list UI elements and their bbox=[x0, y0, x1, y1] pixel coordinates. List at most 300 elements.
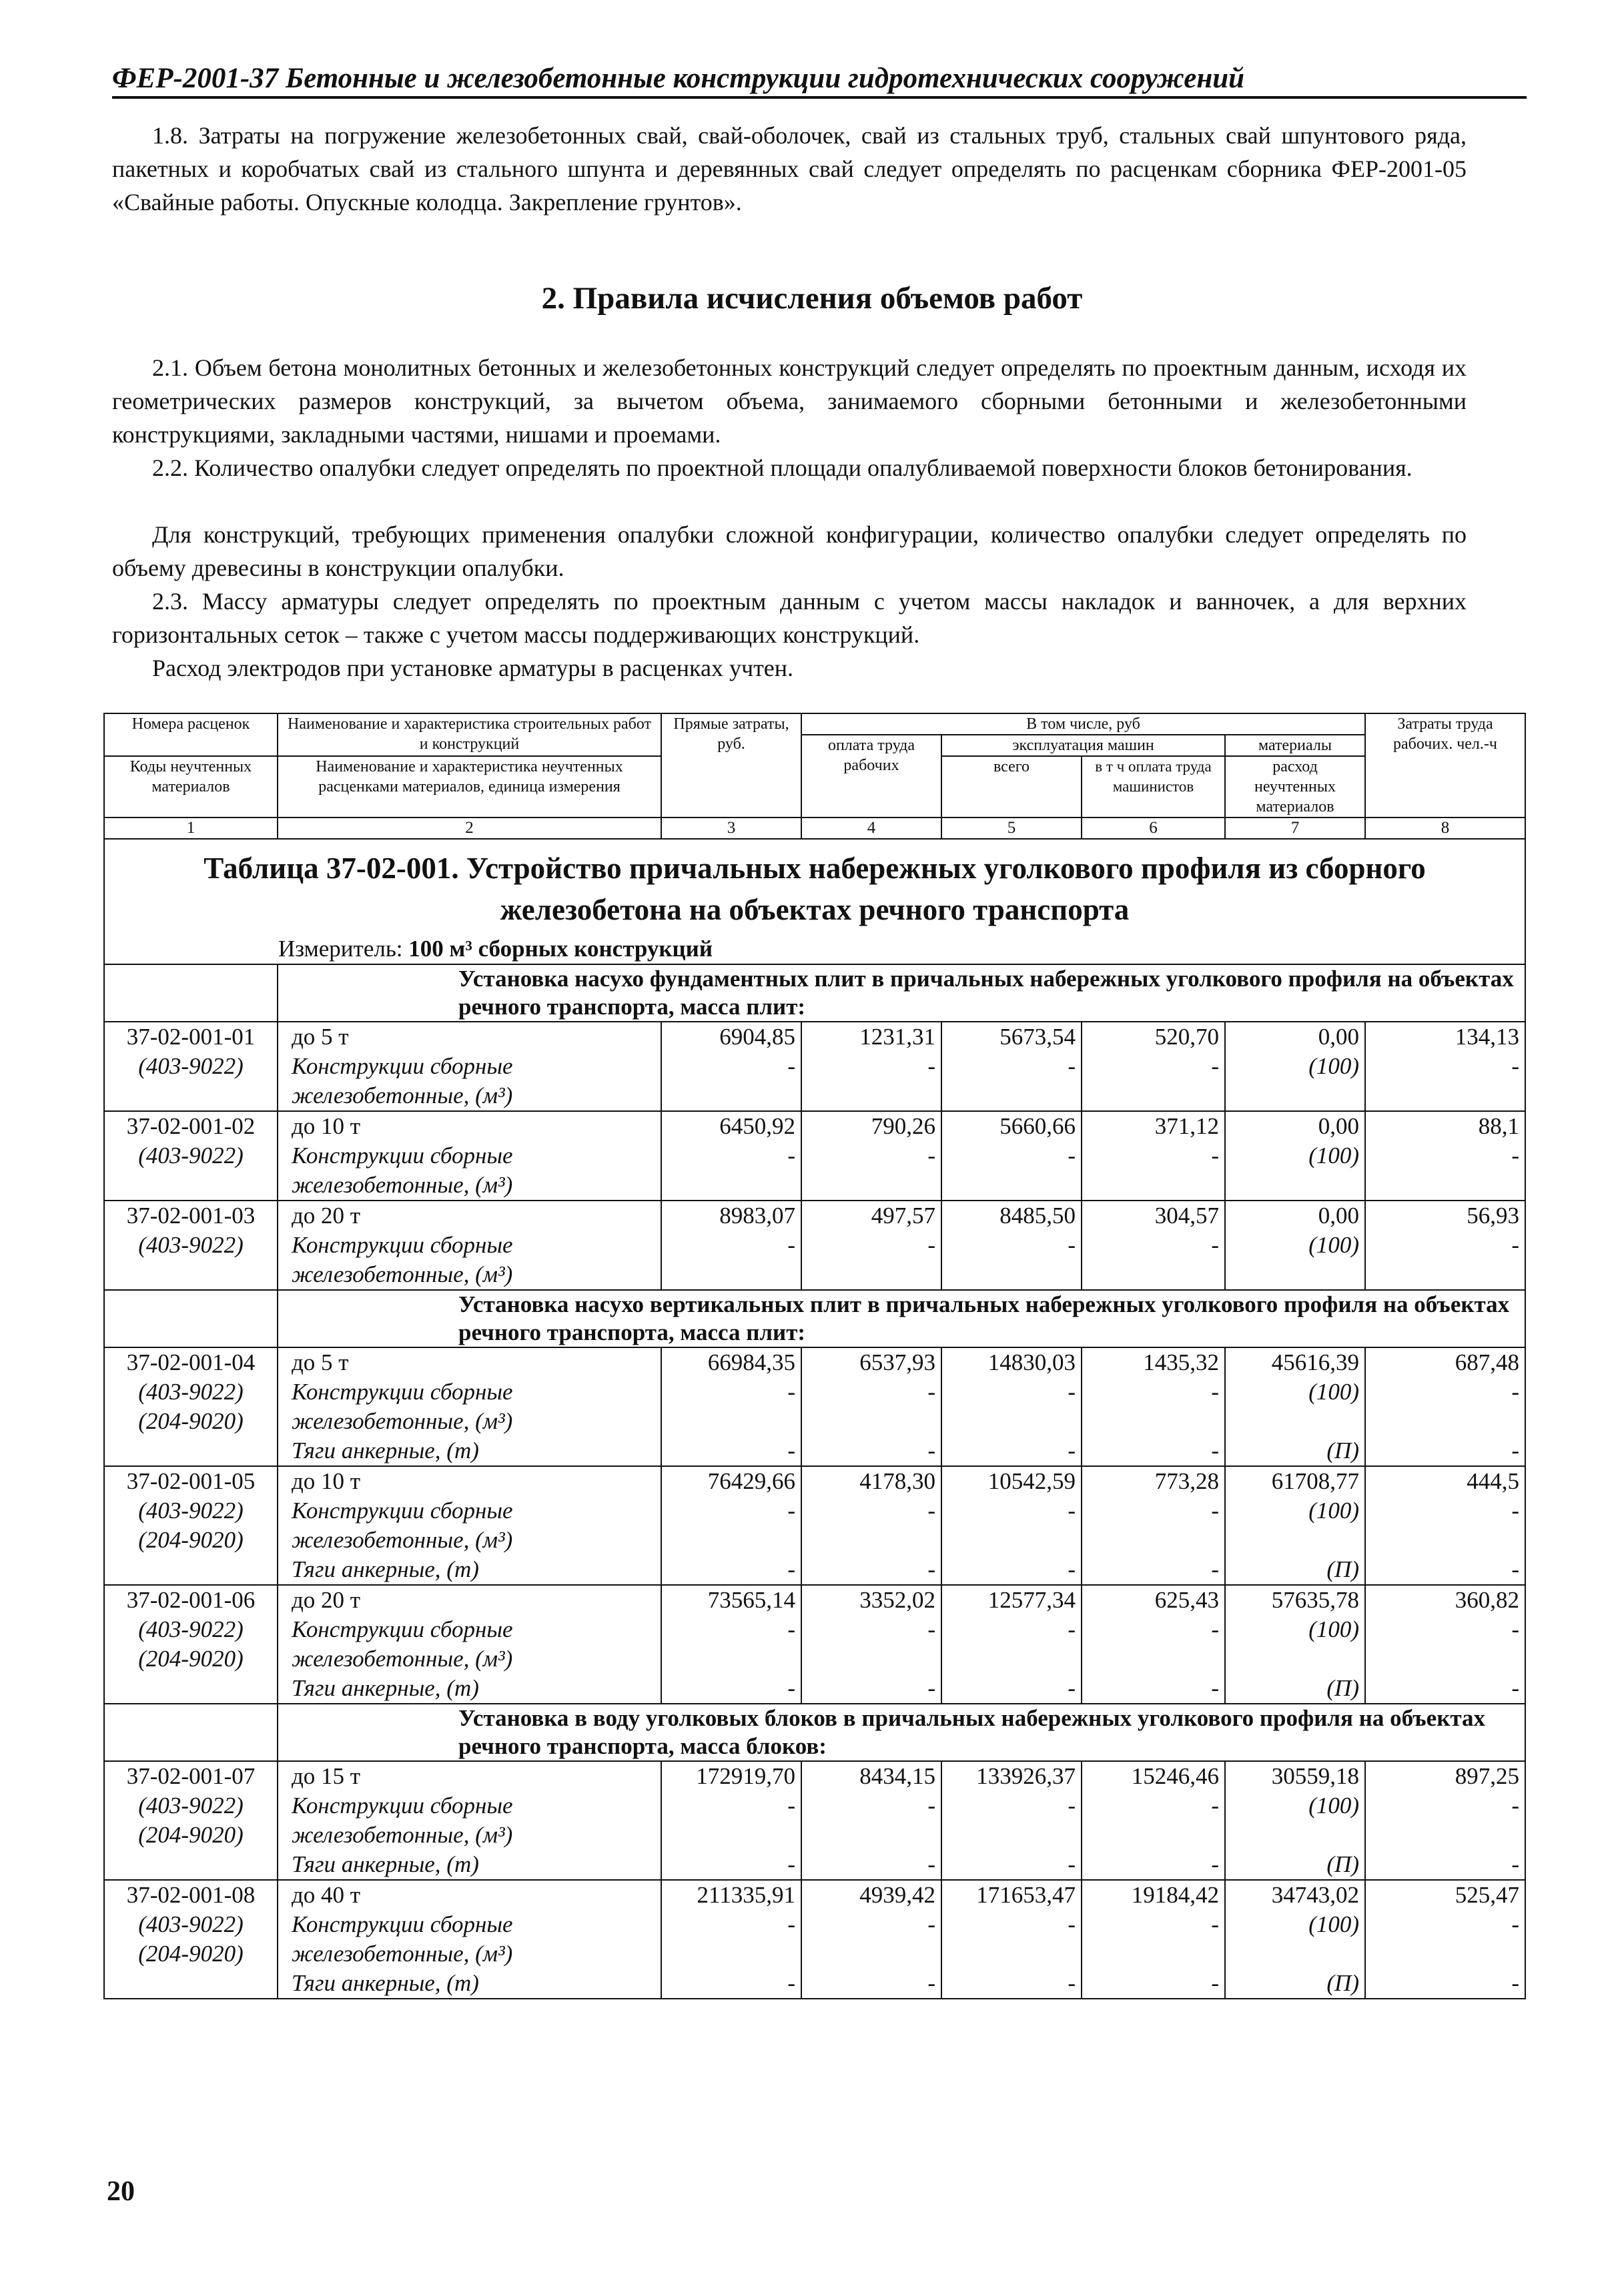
material-code: (403-9022) bbox=[138, 1142, 244, 1169]
materials-cost-cell bbox=[1225, 1111, 1365, 1201]
labor-pay-cell bbox=[801, 1466, 941, 1585]
machinist-pay-cell bbox=[1082, 1880, 1225, 1999]
labor-pay-material-value: - bbox=[927, 1970, 935, 1996]
work-name: до 15 т bbox=[292, 1763, 361, 1789]
machinist-pay: 625,43 bbox=[1154, 1587, 1219, 1613]
direct-costs: 73565,14 bbox=[707, 1587, 795, 1613]
labor-pay-material-value: - bbox=[927, 1675, 935, 1701]
material-code: (204-9020) bbox=[138, 1408, 244, 1434]
table-row bbox=[104, 1761, 1525, 1880]
labor-hours-material-value: - bbox=[1511, 1911, 1519, 1937]
materials-cost-material-value: (100) bbox=[1308, 1792, 1359, 1819]
labor-pay-material-value: - bbox=[927, 1616, 935, 1642]
spacer bbox=[807, 1644, 935, 1674]
header-direct-costs: Прямые затраты, руб. bbox=[661, 713, 801, 817]
rate-code: 37-02-001-05 bbox=[126, 1468, 256, 1494]
direct-costs-cell bbox=[661, 1585, 801, 1704]
machines-total-cell bbox=[941, 1466, 1082, 1585]
labor-pay-cell bbox=[801, 1201, 941, 1290]
direct-costs-material-value: - bbox=[787, 1437, 795, 1463]
work-name-cell bbox=[278, 1585, 661, 1704]
group-code-cell bbox=[104, 1290, 278, 1347]
labor-hours-cell bbox=[1365, 1585, 1525, 1704]
material-code: (204-9020) bbox=[138, 1646, 244, 1672]
labor-pay: 3352,02 bbox=[859, 1587, 935, 1613]
table-row bbox=[104, 1880, 1525, 1999]
group-row bbox=[104, 964, 1525, 1022]
work-name-cell bbox=[278, 1022, 661, 1111]
materials-cost: 0,00 bbox=[1318, 1203, 1359, 1229]
header-materials-unaccounted: расход неучтенных материалов bbox=[1225, 756, 1365, 817]
direct-costs: 172919,70 bbox=[696, 1763, 795, 1789]
header-including: В том числе, руб bbox=[801, 713, 1365, 735]
material-code: (403-9022) bbox=[138, 1379, 244, 1405]
direct-costs-cell bbox=[661, 1347, 801, 1466]
labor-hours: 88,1 bbox=[1478, 1113, 1519, 1139]
rate-code-cell bbox=[104, 1585, 278, 1704]
materials-cost-cell bbox=[1225, 1880, 1365, 1999]
table-row bbox=[104, 1111, 1525, 1201]
machinist-pay-material-value: - bbox=[1211, 1675, 1219, 1701]
machines-total: 5660,66 bbox=[999, 1113, 1076, 1139]
spacer bbox=[807, 1407, 935, 1436]
measure-value: 100 м³ сборных конструкций bbox=[408, 936, 713, 962]
direct-costs-material-value: - bbox=[787, 1232, 795, 1258]
work-name-cell bbox=[278, 1111, 661, 1201]
direct-costs-material-value: - bbox=[787, 1792, 795, 1819]
rate-code: 37-02-001-08 bbox=[126, 1882, 256, 1908]
labor-pay: 4178,30 bbox=[859, 1468, 935, 1494]
machines-total-cell bbox=[941, 1201, 1082, 1290]
work-name-cell bbox=[278, 1880, 661, 1999]
machines-total: 14830,03 bbox=[987, 1349, 1076, 1375]
machinist-pay-material-value: - bbox=[1211, 1142, 1219, 1169]
material-name: Конструкции сборные железобетонные, (м³) bbox=[292, 1911, 513, 1967]
materials-cost: 30559,18 bbox=[1271, 1763, 1359, 1789]
spacer bbox=[947, 1939, 1076, 1969]
machines-total-material-value: - bbox=[1068, 1053, 1076, 1079]
labor-pay-material-value: - bbox=[927, 1053, 935, 1079]
labor-pay-material-value: - bbox=[927, 1498, 935, 1524]
machines-total-cell bbox=[941, 1761, 1082, 1880]
rate-code: 37-02-001-02 bbox=[126, 1113, 256, 1139]
machines-total-material-value: - bbox=[1068, 1675, 1076, 1701]
header-machines: эксплуатация машин bbox=[941, 735, 1225, 756]
material-name: Тяги анкерные, (т) bbox=[292, 1970, 479, 1996]
spacer bbox=[1088, 1407, 1219, 1436]
labor-pay-material-value: - bbox=[927, 1232, 935, 1258]
materials-cost-cell bbox=[1225, 1585, 1365, 1704]
labor-pay: 6537,93 bbox=[859, 1349, 935, 1375]
material-code: (204-9020) bbox=[138, 1822, 244, 1848]
material-code: (403-9022) bbox=[138, 1792, 244, 1819]
machinist-pay-material-value: - bbox=[1211, 1556, 1219, 1582]
rate-code-cell bbox=[104, 1761, 278, 1880]
group-title: Установка в воду уголковых блоков в причальных набережных уголкового профиля на объектах речного транспорта, масса блоков: bbox=[278, 1704, 1525, 1761]
header-material-codes: Коды неучтенных материалов bbox=[104, 756, 278, 817]
material-name: Конструкции сборные железобетонные, (м³) bbox=[292, 1498, 513, 1553]
machines-total-material-value: - bbox=[1068, 1142, 1076, 1169]
materials-cost: 0,00 bbox=[1318, 1113, 1359, 1139]
header-rate-numbers: Номера расценок bbox=[104, 713, 278, 756]
labor-hours: 56,93 bbox=[1467, 1203, 1519, 1229]
labor-pay: 790,26 bbox=[871, 1113, 935, 1139]
machines-total-material-value: - bbox=[1068, 1379, 1076, 1405]
machinist-pay: 19184,42 bbox=[1131, 1882, 1219, 1908]
labor-hours-material-value: - bbox=[1511, 1556, 1519, 1582]
labor-pay-material-value: - bbox=[927, 1379, 935, 1405]
paragraph-electrodes: Расход электродов при установке арматуры в расценках учтен. bbox=[152, 655, 794, 681]
machinist-pay-cell bbox=[1082, 1761, 1225, 1880]
machinist-pay-cell bbox=[1082, 1111, 1225, 1201]
rate-code-cell bbox=[104, 1111, 278, 1201]
paragraph-2-1: 2.1. Объем бетона монолитных бетонных и железобетонных конструкций следует определять по проектным данным, исходя их геометрических размеров конструкций, за вычетом объема, занимаемого сборными бетонными и железобетонными конструкциями, закладными частями, нишами и проемами. bbox=[112, 354, 1467, 448]
machinist-pay: 304,57 bbox=[1154, 1203, 1219, 1229]
work-name-cell bbox=[278, 1347, 661, 1466]
header-materials: материалы bbox=[1225, 735, 1365, 756]
labor-hours-material-value: - bbox=[1511, 1616, 1519, 1642]
labor-hours-material-value: - bbox=[1511, 1053, 1519, 1079]
materials-cost-cell bbox=[1225, 1761, 1365, 1880]
direct-costs-material-value: - bbox=[787, 1379, 795, 1405]
direct-costs: 211335,91 bbox=[697, 1882, 795, 1908]
material-name: Конструкции сборные железобетонные, (м³) bbox=[292, 1379, 513, 1434]
spacer bbox=[1231, 1939, 1359, 1969]
materials-cost-material-value: (100) bbox=[1308, 1142, 1359, 1169]
rate-code: 37-02-001-06 bbox=[126, 1587, 256, 1613]
header-material-names: Наименование и характеристика неучтенных расценками материалов, единица измерения bbox=[278, 756, 661, 817]
labor-hours-material-value: - bbox=[1511, 1792, 1519, 1819]
labor-pay-cell bbox=[801, 1880, 941, 1999]
table-row bbox=[104, 1466, 1525, 1585]
machines-total-material-value: - bbox=[1068, 1792, 1076, 1819]
header-machines-total: всего bbox=[941, 756, 1082, 817]
spacer bbox=[947, 1526, 1076, 1555]
section-heading: 2. Правила исчисления объемов работ bbox=[541, 281, 1083, 316]
material-code: (403-9022) bbox=[138, 1053, 244, 1079]
direct-costs: 66984,35 bbox=[707, 1349, 795, 1375]
header-machinist-pay: в т ч оплата труда машинистов bbox=[1082, 756, 1225, 817]
direct-costs: 6450,92 bbox=[719, 1113, 795, 1139]
labor-hours-material-value: - bbox=[1511, 1675, 1519, 1701]
machines-total-cell bbox=[941, 1111, 1082, 1201]
material-name: Конструкции сборные железобетонные, (м³) bbox=[292, 1792, 513, 1848]
machines-total: 5673,54 bbox=[999, 1024, 1076, 1050]
labor-pay-material-value: - bbox=[927, 1851, 935, 1877]
spacer bbox=[667, 1526, 795, 1555]
spacer bbox=[1371, 1644, 1519, 1674]
machinist-pay-material-value: - bbox=[1211, 1851, 1219, 1877]
table-row bbox=[104, 1201, 1525, 1290]
direct-costs-material-value: - bbox=[787, 1053, 795, 1079]
direct-costs: 8983,07 bbox=[719, 1203, 795, 1229]
group-row bbox=[104, 1704, 1525, 1761]
materials-cost-material-value: (100) bbox=[1308, 1232, 1359, 1258]
column-number: 5 bbox=[941, 817, 1082, 839]
labor-hours: 897,25 bbox=[1455, 1763, 1519, 1789]
rate-code: 37-02-001-04 bbox=[126, 1349, 256, 1375]
material-code: (403-9022) bbox=[138, 1616, 244, 1642]
material-name: Конструкции сборные железобетонные, (м³) bbox=[292, 1232, 513, 1287]
direct-costs-material-value: - bbox=[787, 1851, 795, 1877]
table-row bbox=[104, 1022, 1525, 1111]
machines-total-cell bbox=[941, 1585, 1082, 1704]
direct-costs-material-value: - bbox=[787, 1970, 795, 1996]
work-name-cell bbox=[278, 1201, 661, 1290]
spacer bbox=[1088, 1939, 1219, 1969]
work-name: до 5 т bbox=[292, 1024, 349, 1050]
column-number: 3 bbox=[661, 817, 801, 839]
labor-pay-material-value: - bbox=[927, 1792, 935, 1819]
machinist-pay: 1435,32 bbox=[1143, 1349, 1219, 1375]
materials-cost: 57635,78 bbox=[1271, 1587, 1359, 1613]
header-row-1 bbox=[104, 713, 1525, 735]
direct-costs-material-value: - bbox=[787, 1911, 795, 1937]
group-row bbox=[104, 1290, 1525, 1347]
column-number: 7 bbox=[1225, 817, 1365, 839]
spacer bbox=[1088, 1821, 1219, 1850]
column-number: 2 bbox=[278, 817, 661, 839]
material-code: (403-9022) bbox=[138, 1498, 244, 1524]
rate-code: 37-02-001-03 bbox=[126, 1203, 256, 1229]
materials-cost-cell bbox=[1225, 1201, 1365, 1290]
labor-hours-material-value: - bbox=[1511, 1142, 1519, 1169]
rate-code-cell bbox=[104, 1022, 278, 1111]
paragraph-2-3: 2.3. Массу арматуры следует определять по проектным данным с учетом массы накладок и ванночек, а для верхних горизонтальных сеток – также с учетом массы поддерживающих конструкций. bbox=[112, 588, 1467, 648]
rate-code-cell bbox=[104, 1466, 278, 1585]
labor-pay-cell bbox=[801, 1347, 941, 1466]
materials-cost-material-value: (100) bbox=[1308, 1498, 1359, 1524]
paragraph-formwork: Для конструкций, требующих применения опалубки сложной конфигурации, количество опалубки следует определять по объему древесины в конструкции опалубки. bbox=[112, 521, 1467, 581]
spacer bbox=[947, 1821, 1076, 1850]
group-title: Установка насухо вертикальных плит в причальных набережных уголкового профиля на объектах речного транспорта, масса плит: bbox=[278, 1290, 1525, 1347]
spacer bbox=[667, 1939, 795, 1969]
work-name: до 10 т bbox=[292, 1113, 361, 1139]
material-name: Конструкции сборные железобетонные, (м³) bbox=[292, 1142, 513, 1198]
work-name: до 20 т bbox=[292, 1203, 361, 1229]
spacer bbox=[947, 1644, 1076, 1674]
material-name: Тяги анкерные, (т) bbox=[292, 1556, 479, 1582]
rate-code: 37-02-001-07 bbox=[126, 1763, 256, 1789]
direct-costs-material-value: - bbox=[787, 1616, 795, 1642]
machines-total-material-value: - bbox=[1068, 1970, 1076, 1996]
machinist-pay-cell bbox=[1082, 1201, 1225, 1290]
labor-pay: 8434,15 bbox=[859, 1763, 935, 1789]
materials-cost-material-value: (100) bbox=[1308, 1053, 1359, 1079]
machinist-pay-material-value: - bbox=[1211, 1792, 1219, 1819]
machines-total-material-value: - bbox=[1068, 1616, 1076, 1642]
machinist-pay-material-value: - bbox=[1211, 1911, 1219, 1937]
direct-costs: 6904,85 bbox=[719, 1024, 795, 1050]
page-number: 20 bbox=[107, 2176, 135, 2207]
rate-code-cell bbox=[104, 1201, 278, 1290]
machinist-pay-cell bbox=[1082, 1347, 1225, 1466]
table-row bbox=[104, 1347, 1525, 1466]
machinist-pay: 371,12 bbox=[1154, 1113, 1219, 1139]
labor-hours-cell bbox=[1365, 1466, 1525, 1585]
machines-total-cell bbox=[941, 1880, 1082, 1999]
spacer bbox=[1231, 1526, 1359, 1555]
labor-pay-cell bbox=[801, 1761, 941, 1880]
table-title-row bbox=[104, 839, 1525, 934]
machines-total-material-value: - bbox=[1068, 1437, 1076, 1463]
machinist-pay-material-value: - bbox=[1211, 1437, 1219, 1463]
labor-hours-material-value: - bbox=[1511, 1232, 1519, 1258]
material-name: Тяги анкерные, (т) bbox=[292, 1675, 479, 1701]
material-code: (403-9022) bbox=[138, 1911, 244, 1937]
measure-label: Измеритель: bbox=[278, 936, 409, 962]
machinist-pay: 520,70 bbox=[1154, 1024, 1219, 1050]
material-name: Тяги анкерные, (т) bbox=[292, 1437, 479, 1463]
labor-pay-material-value: - bbox=[927, 1437, 935, 1463]
machinist-pay-material-value: - bbox=[1211, 1498, 1219, 1524]
labor-hours: 134,13 bbox=[1455, 1024, 1519, 1050]
spacer bbox=[1088, 1644, 1219, 1674]
spacer bbox=[1231, 1821, 1359, 1850]
spacer bbox=[807, 1821, 935, 1850]
spacer bbox=[1371, 1821, 1519, 1850]
machines-total-material-value: - bbox=[1068, 1498, 1076, 1524]
spacer bbox=[947, 1407, 1076, 1436]
machines-total-material-value: - bbox=[1068, 1232, 1076, 1258]
work-name: до 40 т bbox=[292, 1882, 361, 1908]
direct-costs-cell bbox=[661, 1022, 801, 1111]
materials-cost-material-value: (П) bbox=[1326, 1851, 1359, 1877]
paragraph-2-2: 2.2. Количество опалубки следует определять по проектной площади опалубливаемой поверхности блоков бетонирования. bbox=[152, 454, 1412, 481]
materials-cost-material-value: (100) bbox=[1308, 1379, 1359, 1405]
material-name: Конструкции сборные железобетонные, (м³) bbox=[292, 1053, 513, 1108]
material-name: Тяги анкерные, (т) bbox=[292, 1851, 479, 1877]
materials-cost-cell bbox=[1225, 1022, 1365, 1111]
material-name: Конструкции сборные железобетонные, (м³) bbox=[292, 1616, 513, 1672]
materials-cost-material-value: (П) bbox=[1326, 1970, 1359, 1996]
work-name: до 20 т bbox=[292, 1587, 361, 1613]
material-code: (403-9022) bbox=[138, 1232, 244, 1258]
labor-pay-cell bbox=[801, 1111, 941, 1201]
column-number: 8 bbox=[1365, 817, 1525, 839]
machines-total-material-value: - bbox=[1068, 1556, 1076, 1582]
work-name-cell bbox=[278, 1466, 661, 1585]
labor-hours-cell bbox=[1365, 1347, 1525, 1466]
direct-costs-material-value: - bbox=[787, 1556, 795, 1582]
spacer bbox=[807, 1939, 935, 1969]
direct-costs-cell bbox=[661, 1880, 801, 1999]
rates-table-body bbox=[104, 713, 1525, 1999]
group-code-cell bbox=[104, 964, 278, 1022]
labor-hours-material-value: - bbox=[1511, 1851, 1519, 1877]
spacer bbox=[807, 1526, 935, 1555]
spacer bbox=[1371, 1526, 1519, 1555]
work-name-cell bbox=[278, 1761, 661, 1880]
rates-table bbox=[103, 713, 1526, 1999]
direct-costs-material-value: - bbox=[787, 1498, 795, 1524]
labor-pay-material-value: - bbox=[927, 1142, 935, 1169]
table-row bbox=[104, 1585, 1525, 1704]
direct-costs-material-value: - bbox=[787, 1142, 795, 1169]
labor-hours-material-value: - bbox=[1511, 1970, 1519, 1996]
materials-cost-material-value: (П) bbox=[1326, 1556, 1359, 1582]
direct-costs-cell bbox=[661, 1201, 801, 1290]
labor-hours-cell bbox=[1365, 1880, 1525, 1999]
labor-pay-material-value: - bbox=[927, 1556, 935, 1582]
machines-total-cell bbox=[941, 1022, 1082, 1111]
material-code: (204-9020) bbox=[138, 1527, 244, 1553]
machines-total-material-value: - bbox=[1068, 1851, 1076, 1877]
labor-pay: 4939,42 bbox=[859, 1882, 935, 1908]
machinist-pay-material-value: - bbox=[1211, 1616, 1219, 1642]
machinist-pay: 15246,46 bbox=[1131, 1763, 1219, 1789]
spacer bbox=[1231, 1407, 1359, 1436]
spacer bbox=[1231, 1644, 1359, 1674]
column-number: 6 bbox=[1082, 817, 1225, 839]
direct-costs: 76429,66 bbox=[707, 1468, 795, 1494]
material-code: (204-9020) bbox=[138, 1941, 244, 1967]
measure-row bbox=[104, 934, 1525, 964]
machines-total: 8485,50 bbox=[999, 1203, 1076, 1229]
spacer bbox=[667, 1407, 795, 1436]
labor-hours-cell bbox=[1365, 1022, 1525, 1111]
group-title: Установка насухо фундаментных плит в причальных набережных уголкового профиля на объектах речного транспорта, масса плит: bbox=[278, 964, 1525, 1022]
materials-cost-material-value: (П) bbox=[1326, 1675, 1359, 1701]
labor-pay-cell bbox=[801, 1022, 941, 1111]
machines-total-cell bbox=[941, 1347, 1082, 1466]
group-code-cell bbox=[104, 1704, 278, 1761]
machines-total: 10542,59 bbox=[987, 1468, 1076, 1494]
column-numbers-row bbox=[104, 817, 1525, 839]
column-number: 1 bbox=[104, 817, 278, 839]
materials-cost-cell bbox=[1225, 1466, 1365, 1585]
materials-cost: 0,00 bbox=[1318, 1024, 1359, 1050]
labor-hours-cell bbox=[1365, 1201, 1525, 1290]
direct-costs-material-value: - bbox=[787, 1675, 795, 1701]
machines-total: 133926,37 bbox=[976, 1763, 1076, 1789]
table-title: Таблица 37-02-001. Устройство причальных набережных уголкового профиля из сборного железобетона на объектах речного транспорта bbox=[104, 839, 1525, 934]
labor-hours-material-value: - bbox=[1511, 1498, 1519, 1524]
labor-hours: 444,5 bbox=[1467, 1468, 1519, 1494]
machinist-pay-cell bbox=[1082, 1022, 1225, 1111]
materials-cost: 61708,77 bbox=[1271, 1468, 1359, 1494]
spacer bbox=[667, 1821, 795, 1850]
labor-hours-material-value: - bbox=[1511, 1437, 1519, 1463]
rate-code-cell bbox=[104, 1347, 278, 1466]
header-labor-cost: Затраты труда рабочих. чел.-ч bbox=[1365, 713, 1525, 817]
header-work-name: Наименование и характеристика строительных работ и конструкций bbox=[278, 713, 661, 756]
labor-hours: 360,82 bbox=[1455, 1587, 1519, 1613]
direct-costs-cell bbox=[661, 1111, 801, 1201]
machinist-pay-cell bbox=[1082, 1466, 1225, 1585]
materials-cost: 34743,02 bbox=[1271, 1882, 1359, 1908]
column-number: 4 bbox=[801, 817, 941, 839]
machinist-pay-cell bbox=[1082, 1585, 1225, 1704]
rate-code-cell bbox=[104, 1880, 278, 1999]
machinist-pay-material-value: - bbox=[1211, 1232, 1219, 1258]
materials-cost-material-value: (П) bbox=[1326, 1437, 1359, 1463]
labor-hours: 687,48 bbox=[1455, 1349, 1519, 1375]
direct-costs-cell bbox=[661, 1466, 801, 1585]
header-labor-pay: оплата труда рабочих bbox=[801, 735, 941, 817]
machinist-pay-material-value: - bbox=[1211, 1970, 1219, 1996]
labor-hours-cell bbox=[1365, 1761, 1525, 1880]
materials-cost-material-value: (100) bbox=[1308, 1911, 1359, 1937]
labor-pay-cell bbox=[801, 1585, 941, 1704]
running-head: ФЕР-2001-37 Бетонные и железобетонные конструкции гидротехнических сооружений bbox=[112, 61, 1527, 99]
labor-hours-cell bbox=[1365, 1111, 1525, 1201]
work-name: до 10 т bbox=[292, 1468, 361, 1494]
rate-code: 37-02-001-01 bbox=[126, 1024, 256, 1050]
work-name: до 5 т bbox=[292, 1349, 349, 1375]
direct-costs-cell bbox=[661, 1761, 801, 1880]
labor-pay: 497,57 bbox=[871, 1203, 935, 1229]
